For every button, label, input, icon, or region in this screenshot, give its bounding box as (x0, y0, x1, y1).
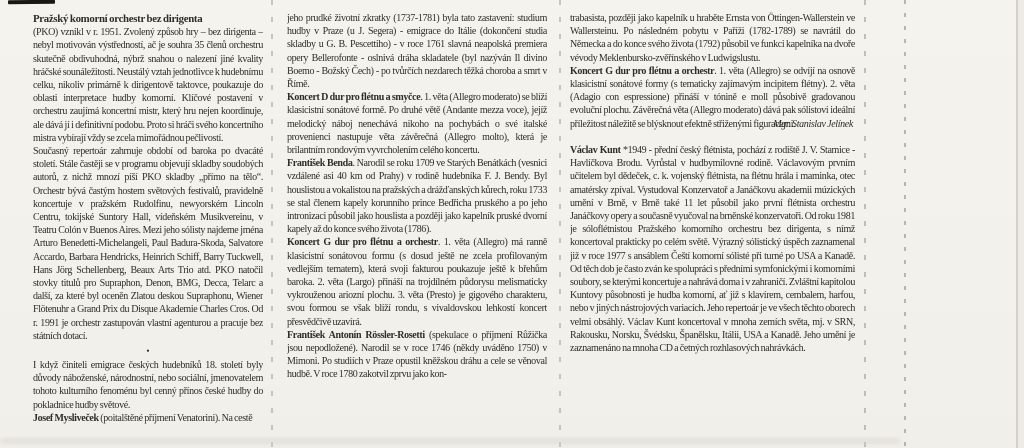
paragraph-text: . Narodil se roku 1709 ve Starých Benátkách (vesnici vzdálené asi 40 km od Prahy) v rodině hudebníka F. J. Bendy. Byl houslistou a vokalistou na pražských a drážďanských kůrech, roku 1733 se stal členem kapely korunního prince Bedřicha pruského a po jeho intronizaci působil jako houslista a později jako kapelník pruské dvorní kapely až do konce svého života (1786). (287, 158, 547, 236)
work-title-concert-d-dur: Koncert D dur pro flétnu a smyčce (287, 92, 421, 104)
paragraph-text: (poitalštěné příjmení Venatorini). Na cestě (98, 412, 253, 424)
paragraph-kunt (570, 144, 855, 355)
paragraph-concert-d-dur (287, 91, 547, 157)
work-title-concert-g-dur-benda: Koncert G dur pro flétnu a orchestr (287, 237, 438, 249)
paragraph-rosetti-cont: trabasista, později jako kapelník u hraběte Ernsta von Öttingen-Wallerstein ve Wallersteinu. Po následném pobytu v Paříži (1782-1789) se navrátil do Německa a do konce svého života (1792) působil ve funkci kapelníka na dvoře vévody Meklenbursko-zvěřínského v Ludwigslustu. (570, 13, 855, 64)
paragraph-myslivecek (33, 412, 263, 425)
paragraph-text: (spekulace o příjmení Růžička jsou nepodložené). Narodil se v roce 1746 (někdy uváděno 1750) v Mimoni. Po studiích v Praze opustil kněžskou dráhu a cele se věnoval hudbě. V roce 1780 zakotvil zprvu jako kon- (287, 329, 547, 381)
text-panel-3 (570, 12, 855, 440)
text-panel-1 (33, 13, 263, 438)
author-signature: Mgr. Stanislav Jelínek (773, 118, 853, 130)
paragraph-concert-g-dur-benda (287, 236, 547, 328)
paragraph-benda (287, 157, 547, 236)
paragraph-rosetti (287, 329, 547, 382)
work-title-concert-g-dur-rosetti: Koncert G dur pro flétnu a orchestr (570, 65, 715, 77)
paragraph-text: . 1. věta (Allegro) se odvíjí na osnově klasicistní sonátové formy (s tematicky zajímavým incipitem flétny). 2. věta (Adagio con espressione) přináší v tónině e moll působivě gradovanou evoluční plochu. Závěrečná věta (Allegro moderato) dává pak sólistovi ideální příležitost náležitě se blýsknout efektně střiženými figuracemi. (570, 65, 855, 130)
paragraph-orchestra-2: Současný repertoár zahrnuje období od baroka po dvacáté století. Stále častěji se v programu objevují skladby soudobých autorů, z nichž mnozí píší PKO skladby „přímo na tělo“. Orchestr bývá častým hostem světových festivalů, pravidelně koncertuje v pražském Rudolfinu, newyorském Lincoln Centru, tokijské Suntory Hall, vídeňském Musikvereinu, v Teatru Colón v Buenos Aires. Mezi jeho sólisty najdeme jména Arturo Benedetti-Michelangeli, Paul Badura-Skoda, Salvatore Accardo, Barbara Hendricks, Heinrich Schiff, Barry Tuckwell, Hans Jörg Schellenberg, Beaux Arts Trio atd. PKO natočil stovky titulů pro Supraphon, Denon, BMG, Decca, Telarc a další, za které byl oceněn Zlatou deskou Supraphonu, Wiener Flötenuhr a Grand Prix du Disque Akademie Charles Cros. Od r. 1991 je orchestr zastupován vlastní agenturou a pracuje bez státních dotací. (33, 146, 263, 342)
scan-artifact-mark (8, 0, 55, 4)
perforation-line (904, 0, 906, 448)
fold-line-3 (864, 0, 866, 448)
composer-name-benda: František Benda (287, 158, 353, 170)
orchestra-heading: Pražský komorní orchestr bez dirigenta (33, 13, 203, 25)
composer-name-myslivecek: Josef Mysliveček (33, 412, 99, 424)
page-edge-sliver (1018, 0, 1024, 448)
fold-line-1 (271, 0, 273, 448)
composer-name-rosetti: František Antonín Rössler-Rosetti (287, 329, 425, 341)
paragraph-emigration-intro: I když činiteli emigrace českých hudebníků 18. století byly důvody náboženské, národnostní, nebo sociální, jmenovatelem tohoto kulturního fenoménu byl cenný přínos české hudby do pokladnice hudby světové. (33, 360, 263, 411)
page-bottom-shadow (0, 438, 900, 444)
paragraph-myslivecek-cont: jeho prudké životní zkratky (1737-1781) byla tato zastavení: studium hudby v Praze (u J. Segera) - emigrace do Itálie (dokončení studia skladby u G. B. Pescettiho) - v roce 1761 slavná neapolská premiera opery Bellerofonte - oslnivá dráha skladatele (byl nazýván Il divino Boemo - Božský Čech) - po tvůrčích nezdarech těžká choroba a smrt v Římě. (287, 13, 547, 91)
text-panel-2 (287, 12, 547, 438)
soloist-name-kunt: Václav Kunt (570, 145, 621, 157)
section-divider-bullet: • (146, 346, 150, 357)
paragraph-text: . 1. věta (Allegro moderato) se blíží klasicistní sonátové formě. Po druhé větě (Andante mezza voce), jejíž melodický náboj nenechává nikoho na pochybách o své italské provenienci nastupuje věta závěrečná (Allegro molto), která je brilantním rondovým vyvrcholením celého koncertu. (287, 92, 547, 157)
paragraph-text: *1949 - přední český flétnista, pochází z rodiště J. V. Stamice - Havlíčkova Brodu. Vyrůstal v hudbymilovné rodině. Václavovým prvním učitelem byl dědeček, c. k. vojenský flétnista, na flétnu hrála i maminka, otec amatérsky zpíval. Vystudoval Konzervatoř a Janáčkovu akademii múzických umění v Brně, v Brně také 11 let působil jako první flétnista orchestru Janáčkovy opery a současně vyučoval na brněnské konzervatoři. Od roku 1981 je sóloflétnistou Pražského komorního orchestru bez dirigenta, s nímž koncertoval prakticky po celém světě. Výrazný sólistický úspěch zaznamenal již v roce 1977 s ansáblem Čeští komorní sólisté při turné po USA a Kanadě. Od těch dob je často zván ke spolupráci s předními symfonickými i komorními soubory, se kterými koncertuje a nahrává doma i v zahraničí. Zvláštní kapitolou Kuntovy působnosti je hudba komorní, ať již s klavírem, cembalem, harfou, nebo v jiných nástrojových variacích. Jeho repertoár je ve všech těchto oborech velmi obsáhlý. Václav Kunt koncertoval v mnoha zemích světa, mj. v SRN, Rakousku, Norsku, Švédsku, Španělsku, Itálii, USA a Kanadě. Jeho umění je zaznamenáno na mnoha CD a četných rozhlasových nahrávkách. (570, 145, 855, 355)
fold-line-2 (559, 0, 561, 448)
paragraph-text: . 1. věta (Allegro) má ranně klasicistní sonátovou formu (s dosud ještě ne zcela profilovaným vedlejším tematem), která svoji fakturou poukazuje ještě k břehům baroka. 2. věta (Largo) přináší na trojdílném půdorysu melismaticky vykrouženou ariozní plochu. 3. věta (Presto) je gigového charakteru, svou formou se však blíží rondu, s vivaldovskou lehkostí koncert přesvědčivě uzavírá. (287, 237, 547, 328)
paragraph-orchestra-1: (PKO) vznikl v r. 1951. Zvolený způsob hry – bez dirigenta – nebyl motivován výstředností, ač je souhra 35 členů orchestru skutečně obdivuhodná, nýbrž snahou o nalezení jiné kvality hráčské sounáležitosti. Neustálý vztah jednotlivce k hudebnímu celku, nikoliv primárně k dirigentově taktovce, poukazuje do oblasti interpretace hudby komorní. Klíčové postavení v orchestru zaujímá koncertní mistr, který hru nejen koordinuje, ale dává jí i definitivní podobu. Proto si hráči svého koncertního mistra vybírají vždy se zcela mimořádnou pečlivostí. (33, 27, 263, 144)
